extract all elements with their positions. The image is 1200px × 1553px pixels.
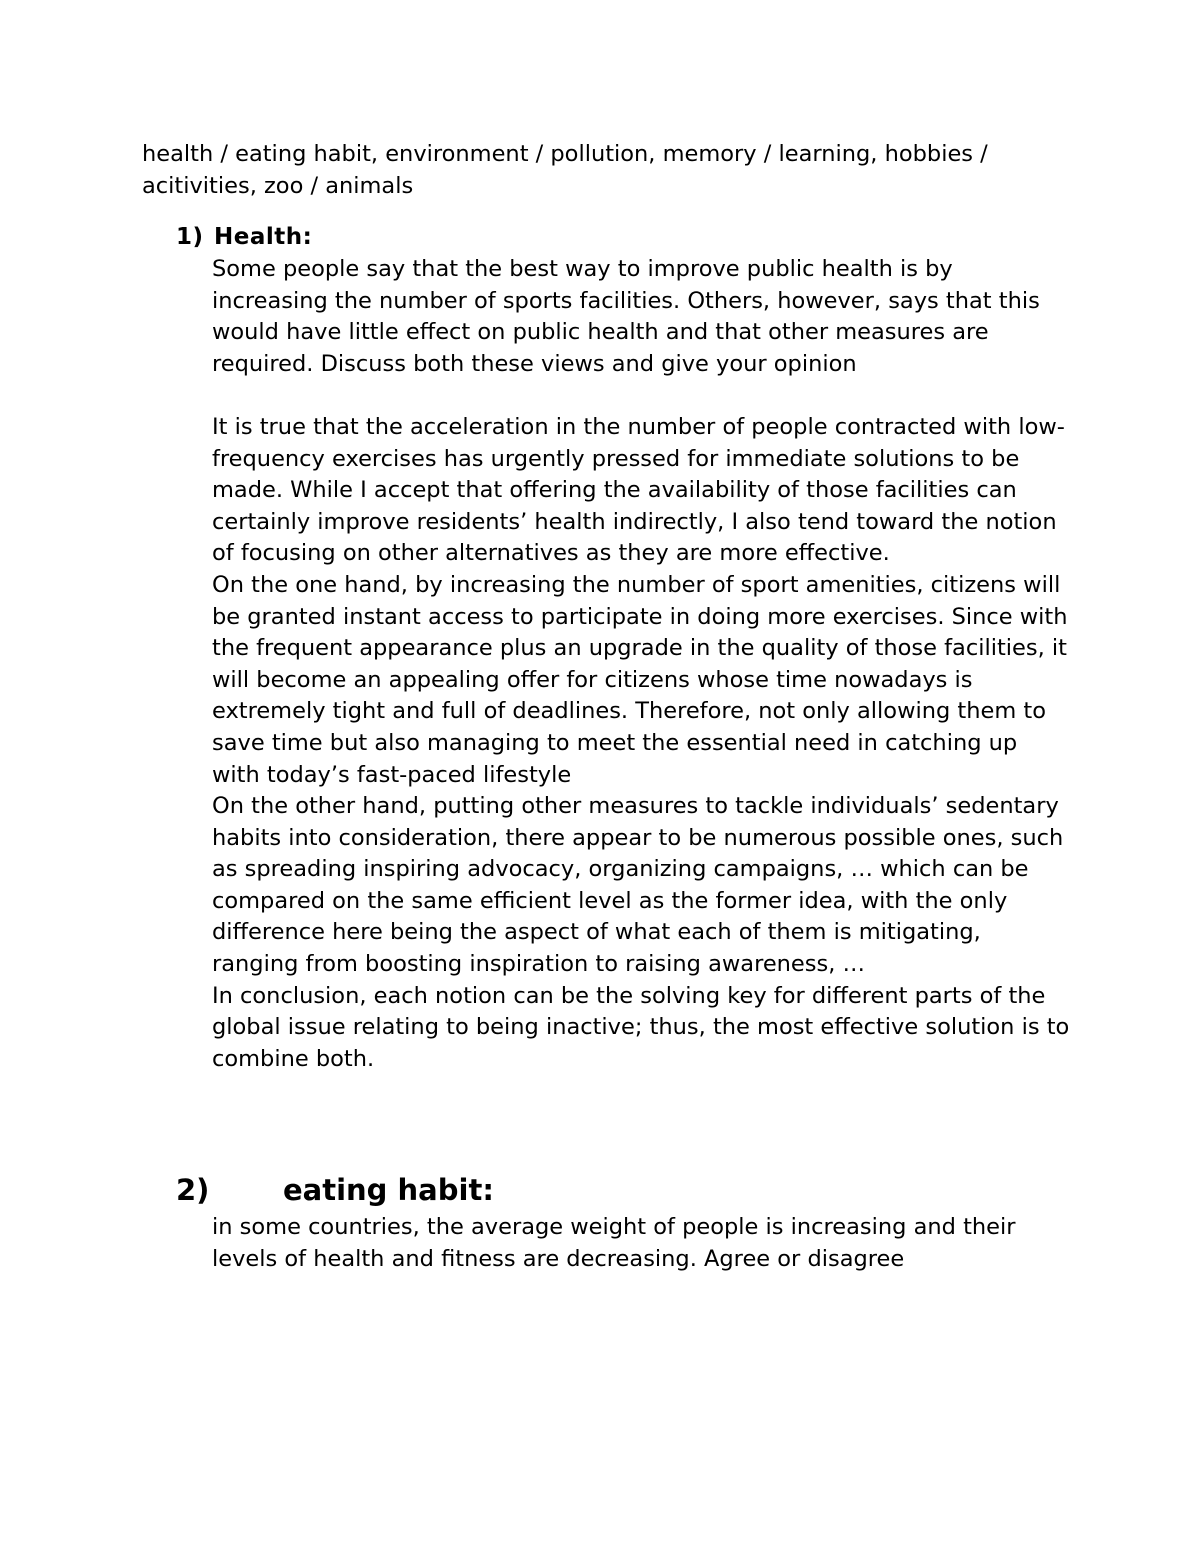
essay-body-paragraph-2: On the other hand, putting other measures to tackle individuals’ sedentary habits into consideration, there appear to be numerous possible ones, such as spreading inspiring advocacy, organizing campaigns, … which can be compared on the same efficient level as the former idea, with the only difference here being the aspect of what each of them is mitigating, ranging from boosting inspiration to raising awareness, …: [212, 793, 1064, 978]
topics-line: health / eating habit, environment / pollution, memory / learning, hobbies / acitivities, zoo / animals: [142, 141, 988, 199]
section-title: Health:: [214, 224, 313, 250]
paragraph-gap: [212, 380, 1072, 412]
section-number: 2): [176, 1173, 210, 1207]
essay-introduction: It is true that the acceleration in the number of people contracted with low-frequency exercises has urgently pressed for immediate solutions to be made. While I accept that offering the availability of those facilities can certainly improve residents’ health indirectly, I also tend toward the notion of focusing on other alternatives as they are more effective.: [212, 413, 1065, 567]
section-number: 1): [176, 224, 204, 250]
essay-conclusion: In conclusion, each notion can be the solving key for different parts of the global issue relating to being inactive; thus, the most effective solution is to combine both.: [212, 982, 1070, 1072]
essay-body-paragraph-1: On the one hand, by increasing the number of sport amenities, citizens will be granted instant access to participate in doing more exercises. Since with the frequent appearance plus an upgrade in the quality of those facilities, it will become an appealing offer for citizens whose time nowadays is extremely tight and full of deadlines. Therefore, not only allowing them to save time but also managing to meet the essential need in catching up with today’s fast-paced lifestyle: [212, 571, 1068, 788]
section-heading-eating-habit: [176, 1170, 494, 1210]
essay-prompt: Some people say that the best way to improve public health is by increasing the number of sports facilities. Others, however, says that this would have little effect on public health and that other measures are required. Discuss both these views and give your opinion: [212, 256, 1040, 377]
section-heading-health: [176, 220, 312, 254]
section-title: eating habit:: [283, 1173, 494, 1207]
essay-prompt-eating-habit: in some countries, the average weight of people is increasing and their levels of health and fitness are decreasing. Agree or disagree: [212, 1214, 1016, 1272]
section-body-health: [212, 254, 1072, 1075]
